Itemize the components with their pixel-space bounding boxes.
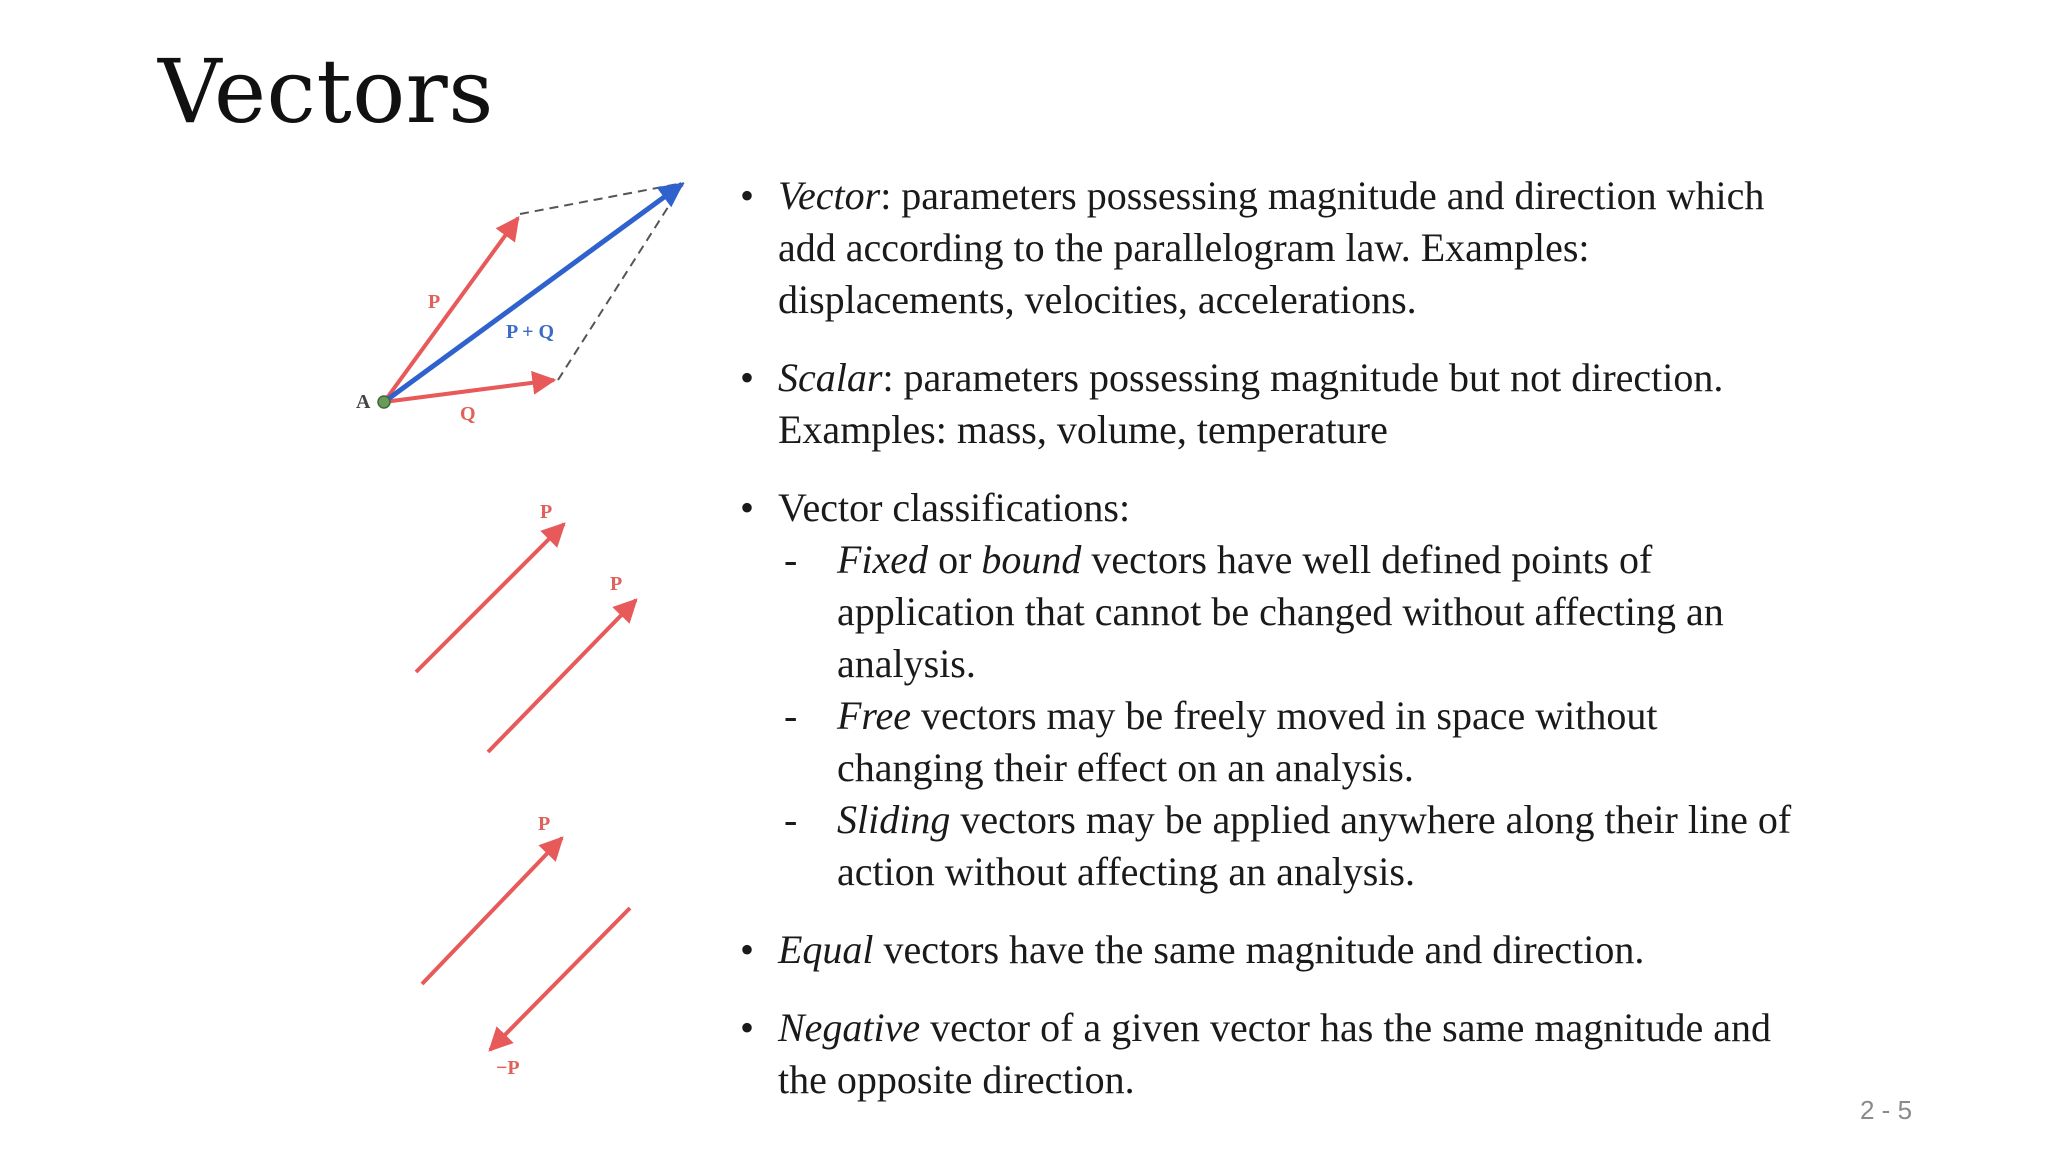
sub-bullet-dash: - bbox=[784, 797, 798, 842]
term-equal: Equal bbox=[778, 927, 874, 972]
p-vector-arrow bbox=[422, 838, 562, 984]
term-vector: Vector bbox=[778, 173, 881, 218]
dashed-side-top bbox=[520, 184, 678, 214]
page-title: Vectors bbox=[158, 40, 494, 143]
label-neg-p: −P bbox=[496, 1057, 520, 1079]
text-sliding: vectors may be applied anywhere along their line of action without affecting an analysis. bbox=[837, 797, 1792, 894]
label-p-plus-q: P + Q bbox=[506, 321, 555, 343]
label-p-free: P bbox=[610, 573, 623, 595]
bullet-dot: • bbox=[740, 485, 755, 530]
parallelogram-diagram bbox=[356, 182, 684, 425]
sub-bullet-dash: - bbox=[784, 537, 798, 582]
sub-bullet-dash: - bbox=[784, 693, 798, 738]
text-free: vectors may be freely moved in space without changing their effect on an analysis. bbox=[837, 693, 1658, 790]
bullet-dot: • bbox=[740, 173, 755, 218]
vector-figure bbox=[330, 160, 710, 1100]
point-a bbox=[378, 396, 390, 408]
label-q: Q bbox=[460, 403, 476, 425]
page-number: 2 - 5 bbox=[1860, 1095, 1913, 1125]
negative-p-arrow bbox=[490, 908, 630, 1050]
text-vector: : parameters possessing magnitude and direction which add according to the parallelogram law. Examples: displacements, velocities, accelerations. bbox=[778, 173, 1765, 322]
bullet-dot: • bbox=[740, 1005, 755, 1050]
joiner-or: or bbox=[928, 537, 982, 582]
sub-bullet-sliding bbox=[778, 794, 1814, 898]
vector-p-arrow bbox=[384, 218, 518, 402]
label-a: A bbox=[356, 391, 371, 413]
term-bound: bound bbox=[981, 537, 1082, 582]
bullet-negative bbox=[734, 1002, 1814, 1106]
bullet-dot: • bbox=[740, 355, 755, 400]
bullet-dot: • bbox=[740, 927, 755, 972]
label-p-equal: P bbox=[538, 813, 551, 835]
sub-bullet-fixed bbox=[778, 534, 1814, 690]
bullet-classifications bbox=[734, 482, 1814, 898]
text-fixed: vectors have well defined points of application that cannot be changed without affecting an analysis. bbox=[837, 537, 1724, 686]
label-p-fixed: P bbox=[540, 501, 553, 523]
term-negative: Negative bbox=[778, 1005, 921, 1050]
text-scalar: : parameters possessing magnitude but not direction. Examples: mass, volume, temperature bbox=[778, 355, 1724, 452]
term-fixed: Fixed bbox=[837, 537, 929, 582]
label-p: P bbox=[428, 291, 441, 313]
negative-vector-diagram bbox=[422, 813, 630, 1079]
bullet-vector bbox=[734, 170, 1814, 326]
bullet-equal bbox=[734, 924, 1814, 976]
text-classifications: Vector classifications: bbox=[778, 485, 1131, 530]
bullet-list bbox=[734, 170, 1814, 1132]
term-scalar: Scalar bbox=[778, 355, 883, 400]
term-free: Free bbox=[837, 693, 912, 738]
dashed-side-right bbox=[558, 182, 684, 380]
bullet-scalar bbox=[734, 352, 1814, 456]
text-equal: vectors have the same magnitude and direction. bbox=[873, 927, 1645, 972]
vector-diagrams-svg bbox=[330, 160, 710, 1100]
term-sliding: Sliding bbox=[837, 797, 951, 842]
fixed-vector-arrow bbox=[416, 524, 564, 672]
text-negative: vector of a given vector has the same magnitude and the opposite direction. bbox=[778, 1005, 1771, 1102]
sub-bullet-free bbox=[778, 690, 1814, 794]
free-vector-arrow bbox=[488, 600, 636, 752]
fixed-free-diagram bbox=[416, 501, 636, 752]
